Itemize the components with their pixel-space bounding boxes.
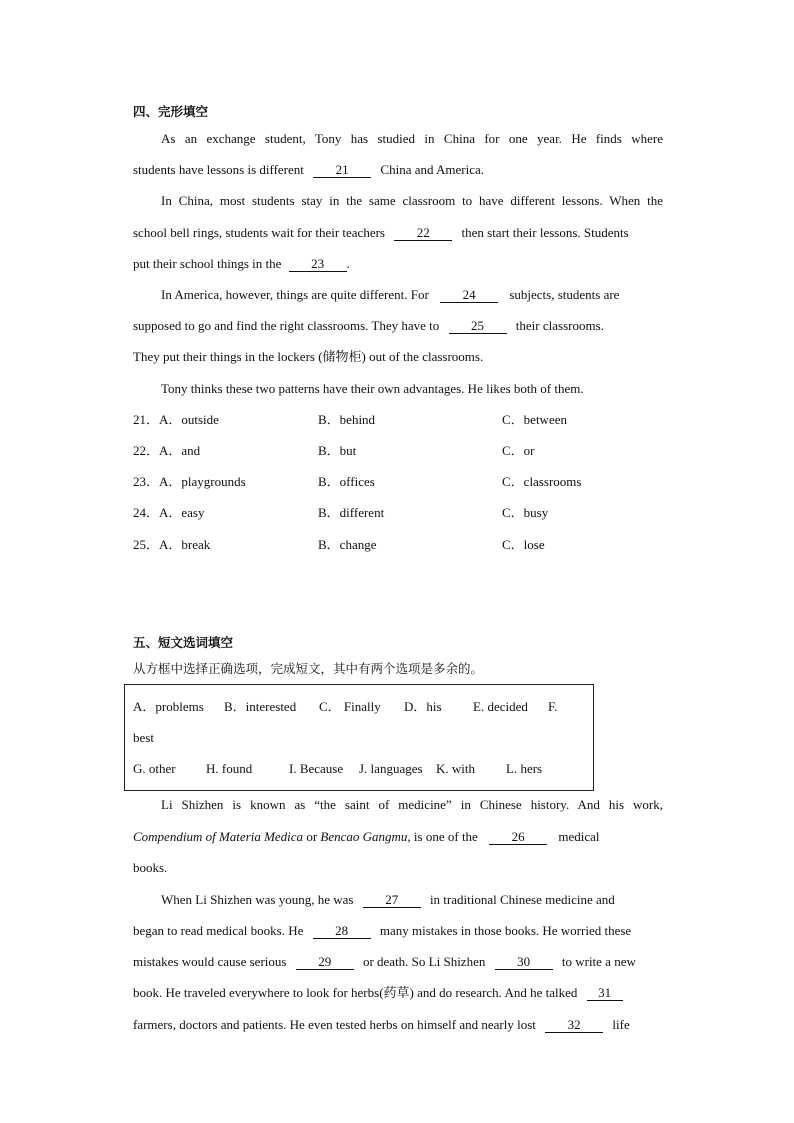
option-b: B．change: [318, 537, 377, 552]
option-c: C．lose: [502, 537, 545, 552]
text: or death. So Li Shizhen: [362, 954, 486, 969]
text: book. He traveled everywhere to look for herbs(药草) and do research. And he talked: [133, 985, 578, 1000]
section-5-heading: 五、短文选词填空: [133, 635, 234, 650]
word-option: E. decided: [473, 699, 528, 714]
option-a: 24．A．easy: [133, 505, 205, 520]
option-c: C．busy: [502, 505, 549, 520]
book-title-pinyin: Bencao Gangmu: [320, 829, 408, 844]
blank-22: 22: [394, 226, 452, 241]
text: many mistakes in those books. He worried these: [379, 923, 632, 938]
word-option: L. hers: [506, 761, 543, 776]
blank-27: 27: [363, 893, 421, 908]
option-b: B．different: [318, 505, 385, 520]
text: medical: [558, 829, 600, 844]
blank-31: 31: [587, 986, 623, 1001]
s5-paragraph-2-line-4: [133, 985, 663, 1001]
s5-paragraph-1-line-2: [133, 829, 663, 845]
text: began to read medical books. He: [133, 923, 304, 938]
word-option: D．his: [404, 699, 442, 714]
text: mistakes would cause serious: [133, 954, 287, 969]
s5-paragraph-2-line-1: [161, 892, 663, 908]
blank-23: 23: [289, 257, 347, 272]
option-b: B．but: [318, 443, 357, 458]
text: farmers, doctors and patients. He even tested herbs on himself and nearly lost: [133, 1017, 536, 1032]
text: China and America.: [380, 162, 485, 177]
text: in traditional Chinese medicine and: [429, 892, 615, 907]
word-option: J. languages: [359, 761, 423, 776]
option-b: B．offices: [318, 474, 375, 489]
word-option: C． Finally: [319, 699, 381, 714]
s4-paragraph-1-line-1: As an exchange student, Tony has studied in China for one year. He finds where: [161, 131, 663, 146]
word-option: H. found: [206, 761, 253, 776]
text: subjects, students are: [509, 287, 620, 302]
s4-paragraph-3-line-3: They put their things in the lockers (储物柜) out of the classrooms.: [133, 349, 484, 364]
option-a: 25．A．break: [133, 537, 211, 552]
text: put their school things in the: [133, 256, 282, 271]
blank-32: 32: [545, 1018, 603, 1033]
s4-paragraph-2-line-3: [133, 256, 663, 272]
section-4-heading: 四、完形填空: [133, 104, 209, 119]
word-option: I. Because: [289, 761, 344, 776]
word-option: A．problems: [133, 699, 204, 714]
text: to write a new: [561, 954, 636, 969]
s4-paragraph-4-line-1: Tony thinks these two patterns have their own advantages. He likes both of them.: [161, 381, 584, 396]
text: students have lessons is different: [133, 162, 304, 177]
text: life: [612, 1017, 630, 1032]
word-bank-row-2: best: [133, 730, 154, 745]
text: then start their lessons. Students: [461, 225, 629, 240]
blank-29: 29: [296, 955, 354, 970]
option-b: B．behind: [318, 412, 376, 427]
option-a: 23．A．playgrounds: [133, 474, 246, 489]
word-bank-row-1: [133, 699, 557, 715]
s5-paragraph-2-line-2: [133, 923, 663, 939]
blank-25: 25: [449, 319, 507, 334]
text: school bell rings, students wait for their teachers: [133, 225, 385, 240]
word-option: F.: [548, 699, 558, 714]
s5-paragraph-1-line-3: books.: [133, 860, 168, 875]
blank-24: 24: [440, 288, 498, 303]
s4-paragraph-3-line-2: [133, 318, 663, 334]
option-a: 22．A．and: [133, 443, 201, 458]
option-c: C．between: [502, 412, 567, 427]
s5-paragraph-2-line-3: [133, 954, 663, 970]
text: , is one of the: [407, 829, 478, 844]
s5-paragraph-2-line-5: [133, 1017, 663, 1033]
s4-paragraph-3-line-1: [161, 287, 663, 303]
option-a: 21．A．outside: [133, 412, 219, 427]
text: In America, however, things are quite different. For: [161, 287, 429, 302]
option-c: C．or: [502, 443, 535, 458]
text: .: [346, 256, 350, 271]
text: supposed to go and find the right classrooms. They have to: [133, 318, 440, 333]
blank-21: 21: [313, 163, 371, 178]
word-option: K. with: [436, 761, 475, 776]
s5-paragraph-1-line-1: Li Shizhen is known as “the saint of medicine” in Chinese history. And his work,: [161, 797, 663, 812]
text: their classrooms.: [515, 318, 604, 333]
s4-paragraph-2-line-1: In China, most students stay in the same classroom to have different lessons. When the: [161, 193, 663, 208]
blank-26: 26: [489, 830, 547, 845]
option-c: C．classrooms: [502, 474, 582, 489]
blank-30: 30: [495, 955, 553, 970]
word-option: G. other: [133, 761, 176, 776]
text: or: [306, 829, 318, 844]
text: When Li Shizhen was young, he was: [161, 892, 354, 907]
word-option: B．interested: [224, 699, 297, 714]
word-bank-row-3: [133, 761, 542, 777]
section-5-instruction: 从方框中选择正确选项，完成短文，其中有两个选项是多余的。: [133, 661, 484, 676]
s4-paragraph-2-line-2: [133, 225, 663, 241]
book-title-english: Compendium of Materia Medica: [133, 829, 304, 844]
s4-paragraph-1-line-2: [133, 162, 663, 178]
blank-28: 28: [313, 924, 371, 939]
